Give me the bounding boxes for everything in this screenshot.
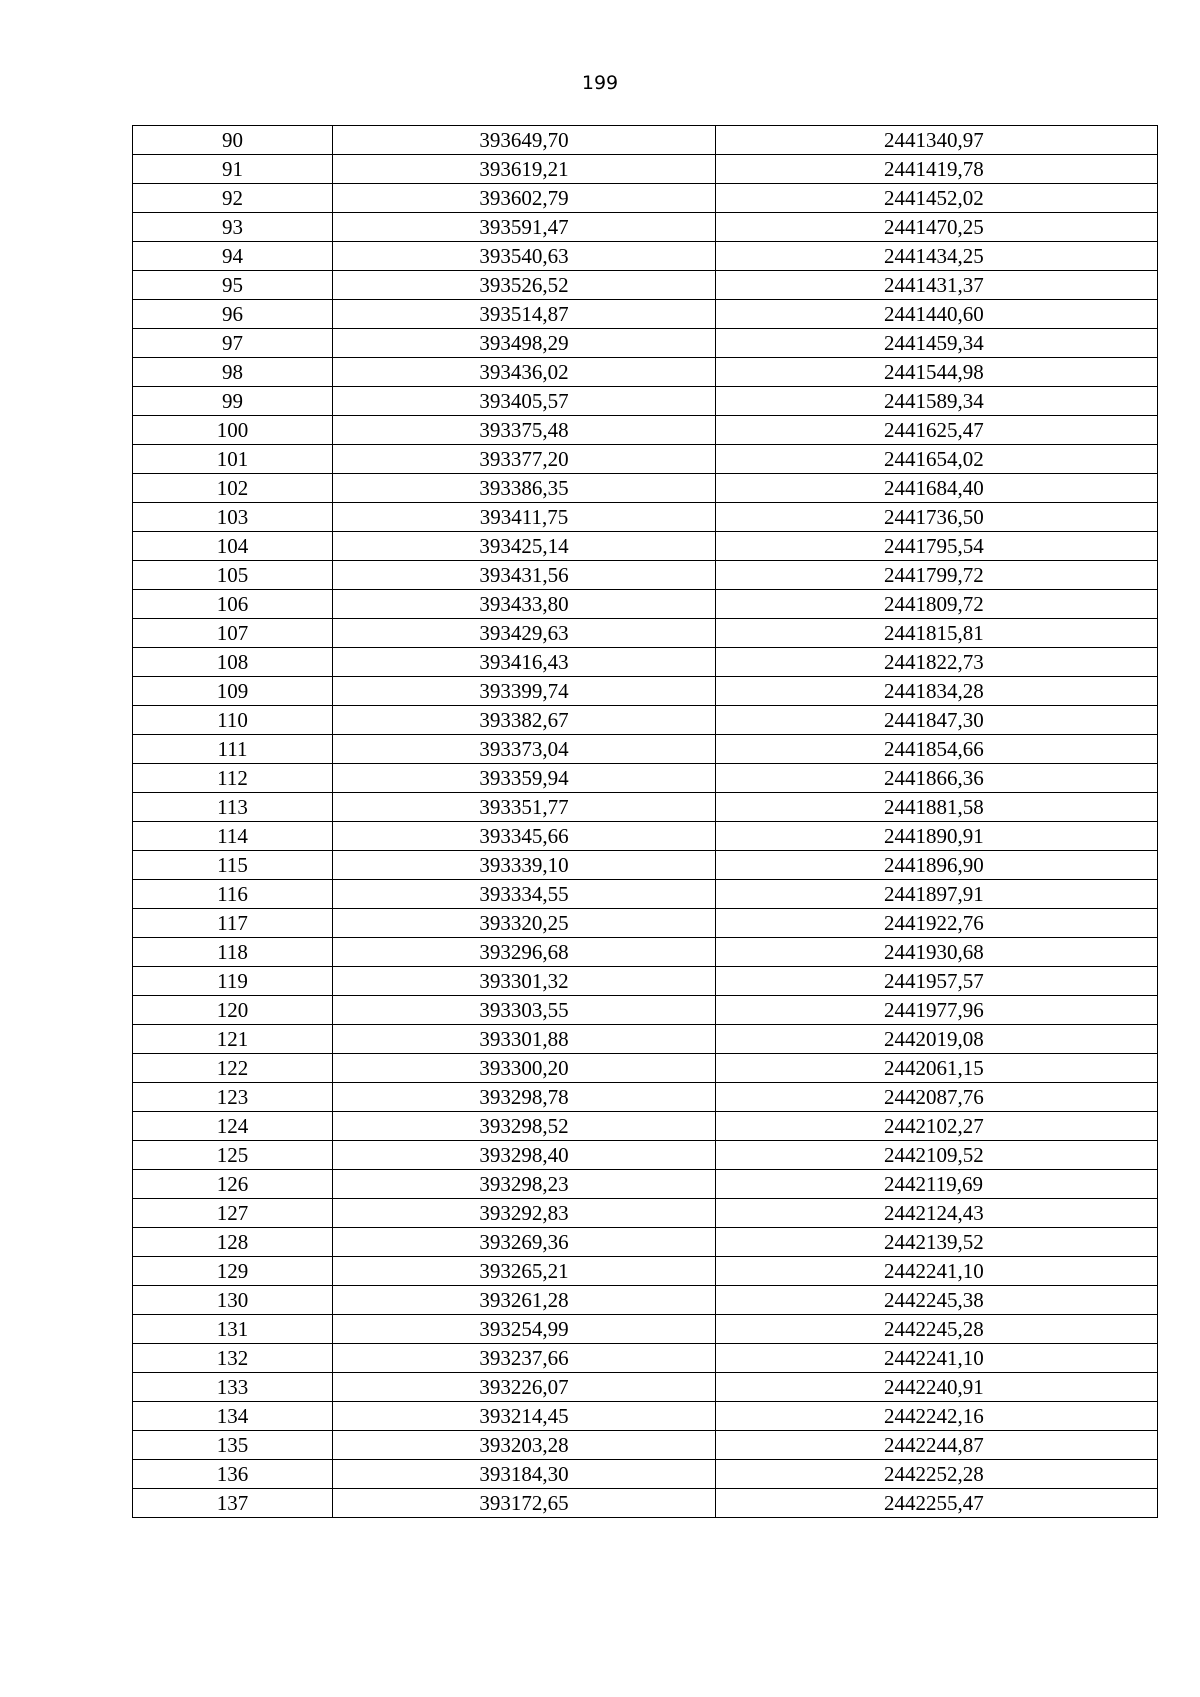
point-number-cell: 128 xyxy=(133,1228,333,1257)
point-number-cell: 112 xyxy=(133,764,333,793)
y-coordinate-cell: 2442124,43 xyxy=(716,1199,1158,1228)
table-row xyxy=(133,590,1158,619)
table-row xyxy=(133,1257,1158,1286)
point-number-cell: 118 xyxy=(133,938,333,967)
y-coordinate-cell: 2442139,52 xyxy=(716,1228,1158,1257)
y-coordinate-cell: 2442240,91 xyxy=(716,1373,1158,1402)
x-coordinate-cell: 393373,04 xyxy=(333,735,716,764)
table-row xyxy=(133,184,1158,213)
table-row xyxy=(133,1344,1158,1373)
y-coordinate-cell: 2441625,47 xyxy=(716,416,1158,445)
point-number-cell: 121 xyxy=(133,1025,333,1054)
y-coordinate-cell: 2441834,28 xyxy=(716,677,1158,706)
page-number: 199 xyxy=(581,72,619,94)
point-number-cell: 116 xyxy=(133,880,333,909)
y-coordinate-cell: 2441419,78 xyxy=(716,155,1158,184)
x-coordinate-cell: 393254,99 xyxy=(333,1315,716,1344)
y-coordinate-cell: 2441815,81 xyxy=(716,619,1158,648)
x-coordinate-cell: 393301,88 xyxy=(333,1025,716,1054)
table-row xyxy=(133,1489,1158,1518)
table-row xyxy=(133,387,1158,416)
point-number-cell: 107 xyxy=(133,619,333,648)
x-coordinate-cell: 393301,32 xyxy=(333,967,716,996)
table-row xyxy=(133,358,1158,387)
y-coordinate-cell: 2441544,98 xyxy=(716,358,1158,387)
point-number-cell: 113 xyxy=(133,793,333,822)
y-coordinate-cell: 2442245,38 xyxy=(716,1286,1158,1315)
table-row xyxy=(133,329,1158,358)
table-row xyxy=(133,1054,1158,1083)
x-coordinate-cell: 393303,55 xyxy=(333,996,716,1025)
table-row xyxy=(133,1315,1158,1344)
point-number-cell: 117 xyxy=(133,909,333,938)
x-coordinate-cell: 393602,79 xyxy=(333,184,716,213)
point-number-cell: 108 xyxy=(133,648,333,677)
x-coordinate-cell: 393298,23 xyxy=(333,1170,716,1199)
table-row xyxy=(133,271,1158,300)
table-row xyxy=(133,155,1158,184)
point-number-cell: 120 xyxy=(133,996,333,1025)
point-number-cell: 104 xyxy=(133,532,333,561)
y-coordinate-cell: 2442242,16 xyxy=(716,1402,1158,1431)
x-coordinate-cell: 393431,56 xyxy=(333,561,716,590)
table-row xyxy=(133,1228,1158,1257)
x-coordinate-cell: 393351,77 xyxy=(333,793,716,822)
table-row xyxy=(133,1199,1158,1228)
y-coordinate-cell: 2441822,73 xyxy=(716,648,1158,677)
y-coordinate-cell: 2441459,34 xyxy=(716,329,1158,358)
point-number-cell: 98 xyxy=(133,358,333,387)
table-row xyxy=(133,1286,1158,1315)
point-number-cell: 92 xyxy=(133,184,333,213)
point-number-cell: 129 xyxy=(133,1257,333,1286)
x-coordinate-cell: 393359,94 xyxy=(333,764,716,793)
table-row xyxy=(133,1141,1158,1170)
x-coordinate-cell: 393298,40 xyxy=(333,1141,716,1170)
table-row xyxy=(133,416,1158,445)
y-coordinate-cell: 2441896,90 xyxy=(716,851,1158,880)
y-coordinate-cell: 2441847,30 xyxy=(716,706,1158,735)
x-coordinate-cell: 393377,20 xyxy=(333,445,716,474)
x-coordinate-cell: 393300,20 xyxy=(333,1054,716,1083)
table-row xyxy=(133,938,1158,967)
x-coordinate-cell: 393386,35 xyxy=(333,474,716,503)
table-row xyxy=(133,851,1158,880)
y-coordinate-cell: 2442241,10 xyxy=(716,1257,1158,1286)
y-coordinate-cell: 2441890,91 xyxy=(716,822,1158,851)
y-coordinate-cell: 2441654,02 xyxy=(716,445,1158,474)
x-coordinate-cell: 393261,28 xyxy=(333,1286,716,1315)
y-coordinate-cell: 2441854,66 xyxy=(716,735,1158,764)
y-coordinate-cell: 2441957,57 xyxy=(716,967,1158,996)
x-coordinate-cell: 393298,52 xyxy=(333,1112,716,1141)
x-coordinate-cell: 393540,63 xyxy=(333,242,716,271)
y-coordinate-cell: 2442245,28 xyxy=(716,1315,1158,1344)
point-number-cell: 111 xyxy=(133,735,333,764)
point-number-cell: 101 xyxy=(133,445,333,474)
table-row xyxy=(133,822,1158,851)
x-coordinate-cell: 393292,83 xyxy=(333,1199,716,1228)
y-coordinate-cell: 2441799,72 xyxy=(716,561,1158,590)
point-number-cell: 124 xyxy=(133,1112,333,1141)
point-number-cell: 115 xyxy=(133,851,333,880)
x-coordinate-cell: 393399,74 xyxy=(333,677,716,706)
y-coordinate-cell: 2441340,97 xyxy=(716,126,1158,155)
x-coordinate-cell: 393203,28 xyxy=(333,1431,716,1460)
coordinates-table-body xyxy=(133,126,1158,1518)
y-coordinate-cell: 2441930,68 xyxy=(716,938,1158,967)
point-number-cell: 133 xyxy=(133,1373,333,1402)
y-coordinate-cell: 2442109,52 xyxy=(716,1141,1158,1170)
table-row xyxy=(133,619,1158,648)
table-row xyxy=(133,677,1158,706)
x-coordinate-cell: 393320,25 xyxy=(333,909,716,938)
point-number-cell: 110 xyxy=(133,706,333,735)
y-coordinate-cell: 2441897,91 xyxy=(716,880,1158,909)
x-coordinate-cell: 393339,10 xyxy=(333,851,716,880)
point-number-cell: 130 xyxy=(133,1286,333,1315)
table-row xyxy=(133,909,1158,938)
x-coordinate-cell: 393296,68 xyxy=(333,938,716,967)
point-number-cell: 105 xyxy=(133,561,333,590)
y-coordinate-cell: 2441736,50 xyxy=(716,503,1158,532)
point-number-cell: 134 xyxy=(133,1402,333,1431)
y-coordinate-cell: 2442255,47 xyxy=(716,1489,1158,1518)
point-number-cell: 106 xyxy=(133,590,333,619)
coordinates-table xyxy=(132,125,1158,1518)
table-row xyxy=(133,474,1158,503)
table-row xyxy=(133,996,1158,1025)
point-number-cell: 109 xyxy=(133,677,333,706)
x-coordinate-cell: 393425,14 xyxy=(333,532,716,561)
y-coordinate-cell: 2442241,10 xyxy=(716,1344,1158,1373)
point-number-cell: 90 xyxy=(133,126,333,155)
table-row xyxy=(133,561,1158,590)
y-coordinate-cell: 2441452,02 xyxy=(716,184,1158,213)
y-coordinate-cell: 2441795,54 xyxy=(716,532,1158,561)
table-row xyxy=(133,1112,1158,1141)
table-row xyxy=(133,503,1158,532)
x-coordinate-cell: 393334,55 xyxy=(333,880,716,909)
x-coordinate-cell: 393649,70 xyxy=(333,126,716,155)
point-number-cell: 125 xyxy=(133,1141,333,1170)
x-coordinate-cell: 393269,36 xyxy=(333,1228,716,1257)
x-coordinate-cell: 393436,02 xyxy=(333,358,716,387)
y-coordinate-cell: 2442119,69 xyxy=(716,1170,1158,1199)
y-coordinate-cell: 2442087,76 xyxy=(716,1083,1158,1112)
y-coordinate-cell: 2441809,72 xyxy=(716,590,1158,619)
table-row xyxy=(133,445,1158,474)
x-coordinate-cell: 393172,65 xyxy=(333,1489,716,1518)
y-coordinate-cell: 2442252,28 xyxy=(716,1460,1158,1489)
y-coordinate-cell: 2442102,27 xyxy=(716,1112,1158,1141)
point-number-cell: 99 xyxy=(133,387,333,416)
x-coordinate-cell: 393345,66 xyxy=(333,822,716,851)
y-coordinate-cell: 2441866,36 xyxy=(716,764,1158,793)
point-number-cell: 123 xyxy=(133,1083,333,1112)
x-coordinate-cell: 393526,52 xyxy=(333,271,716,300)
y-coordinate-cell: 2441589,34 xyxy=(716,387,1158,416)
point-number-cell: 97 xyxy=(133,329,333,358)
x-coordinate-cell: 393411,75 xyxy=(333,503,716,532)
y-coordinate-cell: 2442061,15 xyxy=(716,1054,1158,1083)
point-number-cell: 102 xyxy=(133,474,333,503)
y-coordinate-cell: 2442019,08 xyxy=(716,1025,1158,1054)
point-number-cell: 126 xyxy=(133,1170,333,1199)
table-row xyxy=(133,967,1158,996)
table-row xyxy=(133,1025,1158,1054)
x-coordinate-cell: 393237,66 xyxy=(333,1344,716,1373)
table-row xyxy=(133,1170,1158,1199)
x-coordinate-cell: 393416,43 xyxy=(333,648,716,677)
x-coordinate-cell: 393375,48 xyxy=(333,416,716,445)
table-row xyxy=(133,300,1158,329)
point-number-cell: 127 xyxy=(133,1199,333,1228)
point-number-cell: 132 xyxy=(133,1344,333,1373)
x-coordinate-cell: 393591,47 xyxy=(333,213,716,242)
point-number-cell: 96 xyxy=(133,300,333,329)
point-number-cell: 103 xyxy=(133,503,333,532)
y-coordinate-cell: 2441922,76 xyxy=(716,909,1158,938)
point-number-cell: 91 xyxy=(133,155,333,184)
x-coordinate-cell: 393514,87 xyxy=(333,300,716,329)
y-coordinate-cell: 2441881,58 xyxy=(716,793,1158,822)
table-row xyxy=(133,1460,1158,1489)
table-row xyxy=(133,1402,1158,1431)
x-coordinate-cell: 393619,21 xyxy=(333,155,716,184)
table-row xyxy=(133,706,1158,735)
table-row xyxy=(133,764,1158,793)
table-row xyxy=(133,213,1158,242)
table-row xyxy=(133,1373,1158,1402)
x-coordinate-cell: 393429,63 xyxy=(333,619,716,648)
x-coordinate-cell: 393405,57 xyxy=(333,387,716,416)
table-row xyxy=(133,793,1158,822)
x-coordinate-cell: 393214,45 xyxy=(333,1402,716,1431)
point-number-cell: 136 xyxy=(133,1460,333,1489)
point-number-cell: 131 xyxy=(133,1315,333,1344)
y-coordinate-cell: 2442244,87 xyxy=(716,1431,1158,1460)
table-row xyxy=(133,242,1158,271)
y-coordinate-cell: 2441431,37 xyxy=(716,271,1158,300)
point-number-cell: 119 xyxy=(133,967,333,996)
table-row xyxy=(133,532,1158,561)
x-coordinate-cell: 393498,29 xyxy=(333,329,716,358)
point-number-cell: 95 xyxy=(133,271,333,300)
y-coordinate-cell: 2441434,25 xyxy=(716,242,1158,271)
x-coordinate-cell: 393226,07 xyxy=(333,1373,716,1402)
point-number-cell: 114 xyxy=(133,822,333,851)
x-coordinate-cell: 393433,80 xyxy=(333,590,716,619)
y-coordinate-cell: 2441440,60 xyxy=(716,300,1158,329)
table-row xyxy=(133,880,1158,909)
point-number-cell: 93 xyxy=(133,213,333,242)
point-number-cell: 137 xyxy=(133,1489,333,1518)
x-coordinate-cell: 393382,67 xyxy=(333,706,716,735)
point-number-cell: 94 xyxy=(133,242,333,271)
table-row xyxy=(133,126,1158,155)
table-row xyxy=(133,648,1158,677)
x-coordinate-cell: 393265,21 xyxy=(333,1257,716,1286)
table-row xyxy=(133,1083,1158,1112)
y-coordinate-cell: 2441977,96 xyxy=(716,996,1158,1025)
y-coordinate-cell: 2441470,25 xyxy=(716,213,1158,242)
table-row xyxy=(133,735,1158,764)
x-coordinate-cell: 393184,30 xyxy=(333,1460,716,1489)
point-number-cell: 100 xyxy=(133,416,333,445)
x-coordinate-cell: 393298,78 xyxy=(333,1083,716,1112)
point-number-cell: 135 xyxy=(133,1431,333,1460)
point-number-cell: 122 xyxy=(133,1054,333,1083)
table-row xyxy=(133,1431,1158,1460)
y-coordinate-cell: 2441684,40 xyxy=(716,474,1158,503)
